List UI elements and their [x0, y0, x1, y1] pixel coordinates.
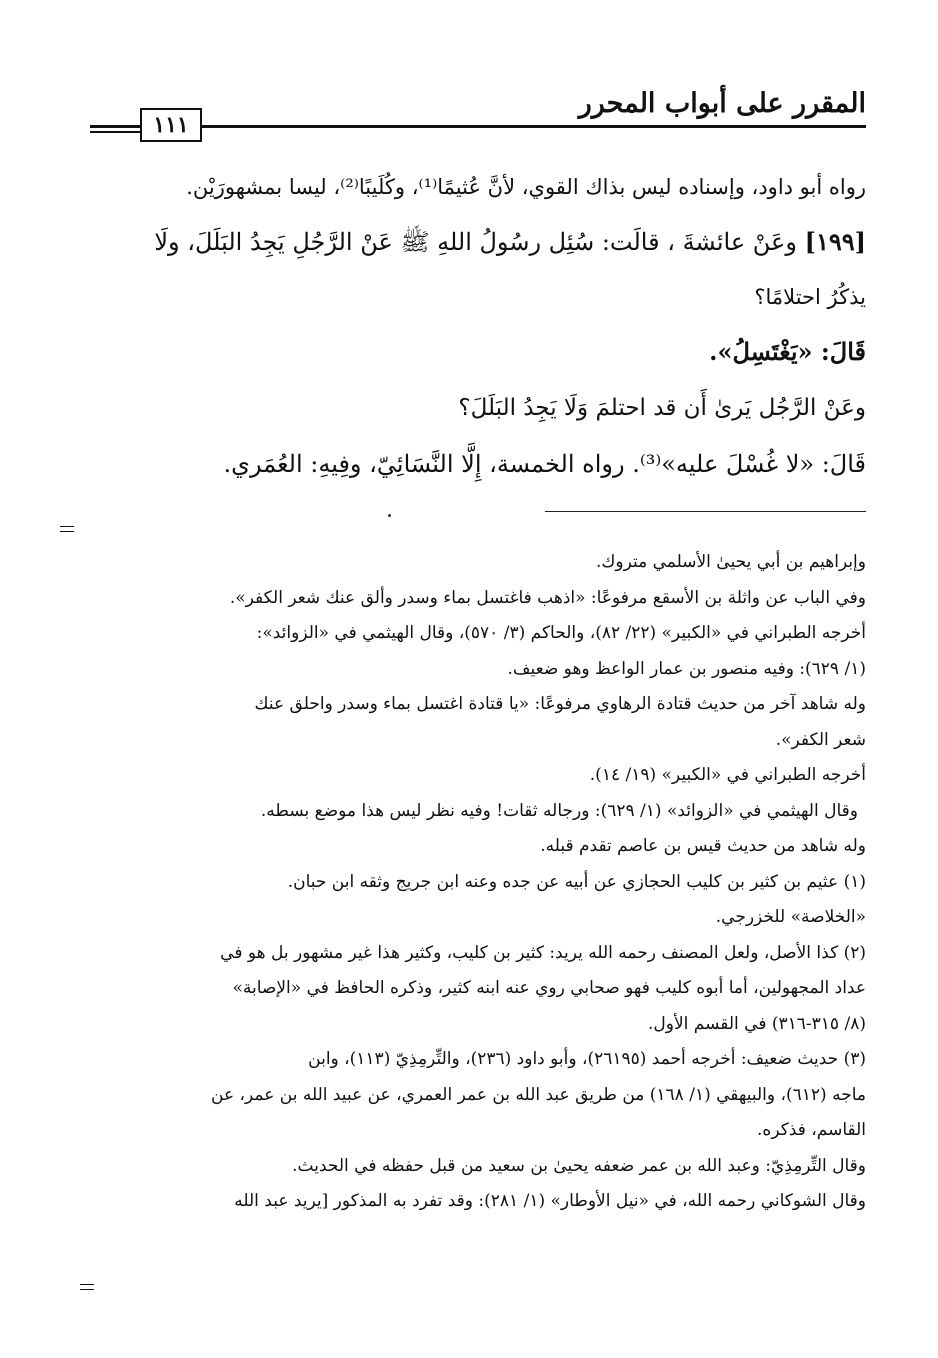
page-number: ١١١ [140, 108, 202, 142]
footnote-line-7: أخرجه الطبراني في «الكبير» (١٩/ ١٤). [589, 765, 866, 785]
footnote-separator [545, 511, 866, 512]
footnote-line-15: (٣) حديث ضعيف: أخرجه أحمد (٢٦١٩٥)، وأبو داود (٢٣٦)، والتِّرمِذِيّ (١١٣)، وابن [308, 1049, 866, 1069]
footnote-line-11: «الخلاصة» للخزرجي. [715, 907, 866, 927]
footnote-line-19: وقال الشوكاني رحمه الله، في «نيل الأوطار» (١/ ٢٨١): وقد تفرد به المذكور [يريد عبد الله [234, 1191, 866, 1211]
footnote-line-6: شعر الكفر». [775, 729, 866, 750]
footnote-line-12: (٢) كذا الأصل، ولعل المصنف رحمه الله يريد: كثير بن كليب، وكثير هذا غير مشهور بل هو في [220, 942, 866, 963]
footnote-line-2: وفي الباب عن واثلة بن الأسقع مرفوعًا: «اذهب فاغتسل بماء وسدر وألق عنك شعر الكفر». [229, 587, 866, 608]
main-line-2 [78, 214, 866, 270]
footnote-line-13: عداد المجهولين، أما أبوه كليب فهو صحابي روي عنه ابنه كثير، وذكره الحافظ في «الإصابة» [232, 978, 866, 998]
footnote-line-9: وله شاهد من حديث قيس بن عاصم تقدم قبله. [540, 836, 866, 856]
continuation-mark-bottom [80, 1284, 94, 1290]
footnote-line-18: وقال التِّرمِذِيّ: وعبد الله بن عمر ضعفه يحيىٰ بن سعيد من قبل حفظه في الحديث. [292, 1155, 866, 1176]
stray-dot [388, 514, 391, 517]
header-rule [90, 125, 866, 128]
footnote-line-4: (١/ ٦٢٩): وفيه منصور بن عمار الواعظ وهو ضعيف. [507, 658, 866, 679]
main-line-6: قَالَ: «لا غُسْلَ عليه»⁽³⁾. رواه الخمسة، إِلَّا النَّسَائِيّ، وفِيهِ: العُمَري. [223, 450, 866, 478]
footnote-line-16: ماجه (٦١٢)، والبيهقي (١/ ١٦٨) من طريق عبد الله بن عمر العمري، عن عبيد الله بن عمر، عن [211, 1084, 866, 1105]
main-line-5: وعَنْ الرَّجُل يَرىٰ أَن قد احتلمَ وَلَا يَجِدُ البَلَلَ؟ [458, 395, 866, 421]
footnote-line-5: وله شاهد آخر من حديث قتادة الرهاوي مرفوعًا: «يا قتادة اغتسل بماء وسدر واحلق عنك [254, 694, 866, 714]
main-line-2-text: وعَنْ عائشةَ ، قالَت: سُئِل رسُولُ اللهِ ﷺ عَنْ الرَّجُلِ يَجِدُ البَلَلَ، ولَا [154, 228, 797, 256]
footnote-line-8: وقال الهيثمي في «الزوائد» (١/ ٦٢٩): ورجاله ثقات! وفيه نظر ليس هذا موضع بسطه. [260, 800, 858, 821]
header-rule-secondary [90, 131, 140, 133]
main-line-4: قَالَ: «يَغْتَسِلُ». [709, 337, 866, 366]
main-text [78, 160, 866, 492]
main-line-3: يذكُرُ احتلامًا؟ [754, 285, 866, 309]
continuation-mark-top [60, 526, 74, 532]
footnote-line-10: (١) عثيم بن كثير بن كليب الحجازي عن أبيه عن جده وعنه ابن جريج وثقه ابن حبان. [287, 871, 866, 892]
footnote-line-14: (٨/ ٣١٥-٣١٦) في القسم الأول. [648, 1013, 866, 1034]
running-header-title: المقرر على أبواب المحرر [578, 88, 866, 119]
footnote-line-17: القاسم، فذكره. [757, 1120, 866, 1140]
hadith-number: [١٩٩] [804, 227, 866, 256]
main-line-1: رواه أبو داود، وإسناده ليس بذاك القوي، لأنَّ عُثيمًا⁽¹⁾، وكُلَيبًا⁽²⁾، ليسا بمشهورَيْن. [186, 175, 866, 199]
footnote-line-3: أخرجه الطبراني في «الكبير» (٢٢/ ٨٢)، والحاكم (٣/ ٥٧٠)، وقال الهيثمي في «الزوائد»: [256, 623, 866, 643]
footnote-line-1: وإبراهيم بن أبي يحيىٰ الأسلمي متروك. [595, 552, 866, 572]
footnotes [78, 545, 866, 1220]
